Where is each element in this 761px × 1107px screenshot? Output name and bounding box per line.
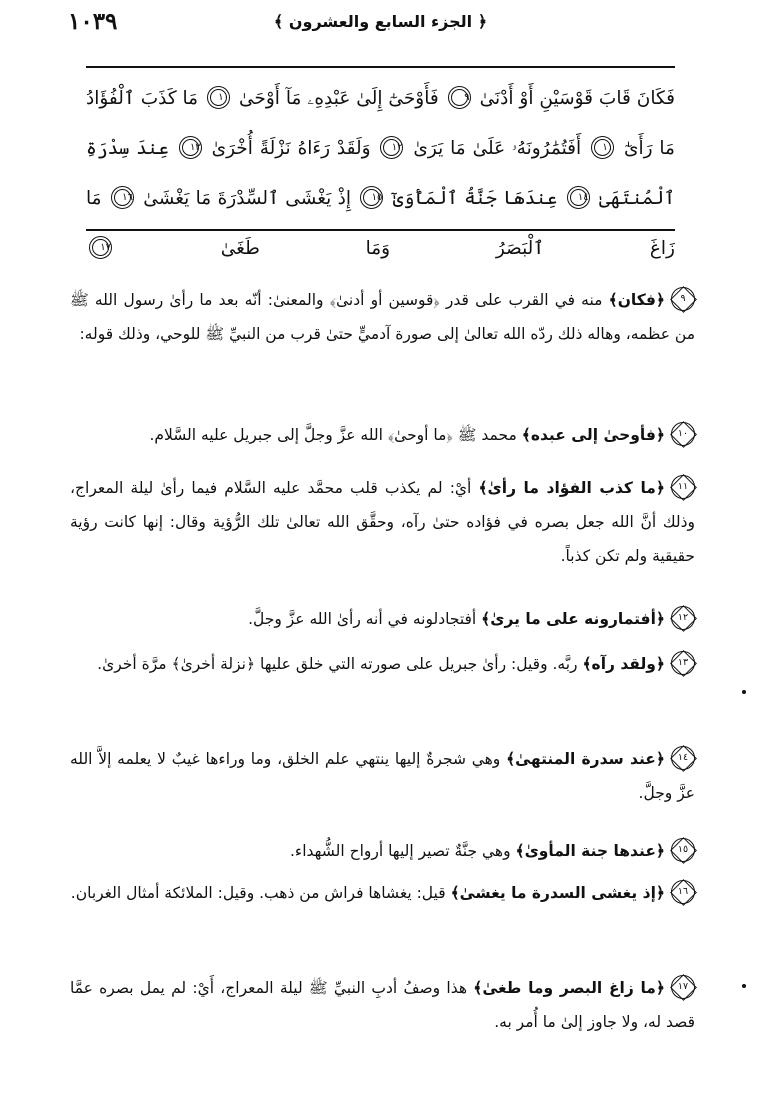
quoted-phrase: عندها جنة المأوىٰ	[524, 842, 656, 860]
margin-dot	[742, 984, 746, 988]
verse-number-marker: ١٤	[567, 186, 590, 209]
open-bracket: ﴿	[655, 291, 665, 309]
commentary-text: منه في القرب على قدر ﴿قوسين أو أدنىٰ﴾ والمعنىٰ: أنّه بعد ما رأىٰ رسول الله ﷺ من عظمه، وهاله ذلك ردّه الله تعالىٰ إلى صورة آدميٍّ حتىٰ قرب من النبيِّ ﷺ للوحي، وذلك قوله:	[70, 291, 695, 343]
page-number: ١٠٣٩	[68, 8, 118, 35]
commentary-text: قيل: يغشاها فراش من ذهب. وقيل: الملائكة أمثال الغربان.	[70, 884, 451, 902]
open-bracket: ﴿	[655, 750, 665, 768]
close-bracket: ﴾	[473, 979, 483, 997]
verse-number-badge: ١١	[671, 475, 695, 499]
verse-number-badge: ١٤	[671, 746, 695, 770]
close-bracket: ﴾	[521, 426, 531, 444]
verse-number-marker: ١٦	[111, 186, 134, 209]
commentary-entry-16	[70, 876, 695, 910]
close-bracket: ﴾	[478, 479, 488, 497]
verse-number-marker: ١٧	[89, 236, 112, 259]
verse-number-marker: ١٥	[360, 186, 383, 209]
commentary-entry-14	[70, 742, 695, 810]
verse-number-badge: ١٦	[671, 880, 695, 904]
verse-number-marker: ١٣	[179, 136, 202, 159]
quoted-phrase: فكان	[617, 291, 656, 309]
verse-text: فَكَانَ قَابَ قَوْسَيْنِ أَوْ أَدْنَىٰ	[479, 88, 676, 109]
verse-text: أَفَتُمَٰرُونَهُۥ عَلَىٰ مَا يَرَىٰ	[413, 138, 582, 159]
commentary-entry-15	[70, 834, 695, 868]
page-header	[68, 4, 693, 44]
verse-text: مَا زَاغَ ٱلْبَصَرُ وَمَا طَغَىٰ	[86, 188, 675, 259]
commentary-text: وهي شجرةٌ إليها ينتهي علم الخلق، وما وراءها غيبٌ لا يعلمه إلاَّ الله عزَّ وجلَّ.	[70, 750, 695, 802]
verse-number-badge: ١٣	[671, 651, 695, 675]
commentary-entry-12	[70, 602, 695, 636]
verse-text: إِذْ يَغْشَى ٱلسِّدْرَةَ مَا يَغْشَىٰ	[143, 188, 352, 209]
commentary-entry-13	[70, 647, 695, 681]
close-bracket: ﴾	[450, 884, 460, 902]
close-bracket: ﴾	[608, 291, 618, 309]
open-bracket: ﴿	[655, 426, 665, 444]
verse-number-marker: ١٢	[380, 136, 403, 159]
quoted-phrase: إذ يغشى السدرة ما يغشىٰ	[459, 884, 656, 902]
quoted-phrase: ولقد رآه	[591, 655, 656, 673]
close-bracket: ﴾	[582, 655, 592, 673]
quoted-phrase: فأوحىٰ إلى عبده	[530, 426, 656, 444]
open-bracket: ﴿	[655, 979, 665, 997]
open-bracket: ﴿	[655, 479, 665, 497]
commentary-entry-17	[70, 971, 695, 1039]
close-bracket: ﴾	[515, 842, 525, 860]
verse-number-marker: ١٠	[207, 86, 230, 109]
open-bracket: ﴿	[655, 884, 665, 902]
verse-number-badge: ١٧	[671, 975, 695, 999]
quran-verses	[86, 74, 675, 274]
open-bracket: ﴿	[655, 842, 665, 860]
commentary-text: هذا وصفُ أدبِ النبيِّ ﷺ ليلة المعراج، أَيْ: لم يمل بصره عمَّا قصد له، ولا جاوز إلىٰ ما أُمر به.	[70, 979, 695, 1031]
commentary-entry-11	[70, 471, 695, 573]
close-bracket: ﴾	[481, 610, 491, 628]
verse-number-badge: ١٠	[671, 422, 695, 446]
verse-number-marker: ١١	[591, 136, 614, 159]
verse-text: فَأَوْحَىٰٓ إِلَىٰ عَبْدِهِۦ مَآ أَوْحَىٰ	[238, 88, 439, 109]
bottom-rule	[86, 229, 675, 231]
commentary-entry-10	[70, 418, 695, 452]
open-bracket: ﴿	[655, 610, 665, 628]
verse-number-badge: ٩	[671, 287, 695, 311]
verse-number-badge: ١٢	[671, 606, 695, 630]
commentary-entry-9	[70, 283, 695, 351]
quoted-phrase: ما زاغ البصر وما طغىٰ	[482, 979, 656, 997]
verse-number-badge: ١٥	[671, 838, 695, 862]
quoted-phrase: عند سدرة المنتهىٰ	[515, 750, 656, 768]
quoted-phrase: ما كذب الفؤاد ما رأىٰ	[487, 479, 656, 497]
margin-dot	[742, 690, 746, 694]
commentary-text: أفتجادلونه في أنه رأىٰ الله عزَّ وجلَّ.	[248, 610, 482, 628]
commentary-text: أيْ: لم يكذب قلب محمَّد عليه السَّلام فيما رأىٰ ليلة المعراج، وذلك أنَّ الله جعل بصره في فؤاده حتىٰ رآه، وحقَّق الله تعالىٰ تلك الرُّؤية وقال: إنها كانت رؤية حقيقية ولم تكن كذباً.	[70, 479, 695, 565]
quoted-phrase: أفتمارونه على ما يرىٰ	[490, 610, 656, 628]
running-title: ﴿ الجزء السابع والعشرون ﴾	[273, 12, 488, 31]
close-bracket: ﴾	[506, 750, 516, 768]
top-rule	[86, 66, 675, 68]
verse-text: عِندَهَا جَنَّةُ ٱلْمَأْوَىٰٓ	[392, 188, 558, 209]
verse-text: عِندَ سِدْرَةِ ٱلْمُنتَهَىٰ	[86, 138, 675, 209]
verse-number-marker: ٩	[448, 86, 471, 109]
commentary-text: ربَّه. وقيل: رأىٰ جبريل على صورته التي خلق عليها ﴿نزلة أخرىٰ﴾ مرَّة أخرىٰ.	[97, 655, 583, 673]
commentary-text: محمد ﷺ ﴿ما أوحىٰ﴾ الله عزَّ وجلَّ إلى جبريل عليه السَّلام.	[149, 426, 522, 444]
open-bracket: ﴿	[655, 655, 665, 673]
commentary-text: وهي جنَّةٌ تصير إليها أرواح الشُّهداء.	[289, 842, 516, 860]
verse-text: وَلَقَدْ رَءَاهُ نَزْلَةً أُخْرَىٰ	[211, 138, 371, 159]
verse-text: مَا كَذَبَ ٱلْفُؤَادُ مَا رَأَىٰٓ	[86, 88, 675, 159]
